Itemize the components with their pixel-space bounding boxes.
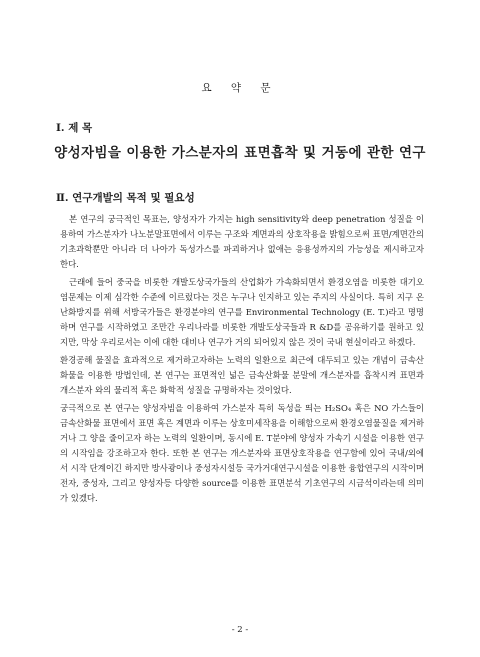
section-1-number: Ⅰ. xyxy=(56,122,65,134)
body-text xyxy=(60,212,424,509)
paragraph-approach: 환경공해 물질을 효과적으로 제거하고자하는 노력의 일환으로 최근에 대두되고 있는 개념이 금속산화물을 이용한 방법인데, 본 연구는 표면적인 넓은 금속산화물 분말에 개스분자를 흡착시켜 표면과 개스분자 와의 물리적 혹은 화학적 성질을 규명하자는 것이었다. xyxy=(60,355,424,395)
section-2-number: Ⅱ. xyxy=(56,192,69,204)
page-number: - 2 - xyxy=(231,625,249,635)
section-1-heading xyxy=(56,120,92,135)
research-title: 양성자빔을 이용한 가스분자의 표면흡착 및 거동에 관한 연구 xyxy=(54,145,426,161)
paragraph-background: 근래에 들어 중국을 비롯한 개발도상국가들의 산업화가 가속화되면서 환경오염을 비롯한 대기오염문제는 이제 심각한 수준에 이르렀다는 것은 누구나 인지하고 있는 주지의 사실이다. 특히 지구 온난화방지를 위해 서방국가들은 환경분야의 연구를 Environmental Technology (E. T.)라고 명명하며 연구를 시작하였고 조만간 우리나라를 비롯한 개발도상국들과 R &D를 공유하기를 원하고 있지만, 막상 우리로서는 이에 대한 대비나 연구가 거의 되어있지 않은 것이 국내 현실이라고 하겠다. xyxy=(60,277,424,347)
paragraph-significance: 궁극적으로 본 연구는 양성자빔을 이용하여 가스분자 특히 독성을 띄는 H₂SO₄ 혹은 NO 가스들이 금속산화물 표면에서 표면 혹은 계면과 이루는 상호미세작용을 이해함으로써 환경오염물질을 제거하거나 그 양을 줄이고자 하는 노력의 일환이며, 동시에 E. T분야에 양성자 가속기 시설을 이용한 연구의 시작임을 강조하고자 한다. 또한 본 연구는 개스분자와 표면상호작용을 연구함에 있어 국내/외에서 시작 단계이긴 하지만 방사광이나 중성자시설등 국가거대연구시설을 이용한 융합연구의 시작이며 전자, 중성자, 그리고 양성자등 다양한 source를 이용한 표면분석 기초연구의 시금석이라는데 의미가 있겠다. xyxy=(60,403,424,503)
section-2-heading xyxy=(56,190,195,205)
summary-heading: 요 약 문 xyxy=(201,82,279,94)
section-1-label: 제 목 xyxy=(68,122,93,134)
section-2-label: 연구개발의 목적 및 필요성 xyxy=(72,192,195,204)
paragraph-objective: 본 연구의 궁극적인 목표는, 양성자가 가지는 high sensitivity와 deep penetration 성질을 이용하여 가스분자가 나노분말표면에서 이루는 구조와 계면과의 상호작용을 밝힘으로써 표면/계면간의 기초과학뿐만 아니라 더 나아가 독성가스를 파괴하거나 없애는 응용성까지의 가능성을 제시하고자 한다. xyxy=(60,214,424,269)
